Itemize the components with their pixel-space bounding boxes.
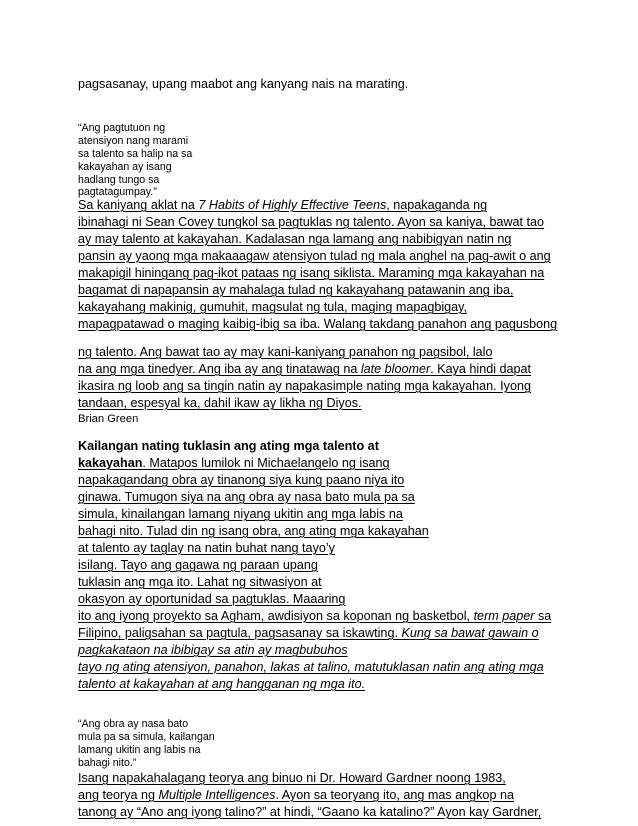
section-line-11 xyxy=(78,608,551,624)
top-line: pagsasanay, upang maabot ang kanyang nais na marating. xyxy=(78,77,409,91)
quote2-line-1: “Ang obra ay nasa bato xyxy=(78,718,189,730)
para2-line-2 xyxy=(78,361,531,377)
para1-line-4: pansin ay yaong mga makaaagaw atensiyon tulad ng mala anghel na pag-awit o ang xyxy=(78,249,551,263)
section-line-11-b: sa xyxy=(534,609,552,623)
para1-line-8: mapagpatawad o maging kaibig-ibig sa iba. Walang takdang panahon ang pagusbong xyxy=(78,317,558,331)
para1-line-2: ibinahagi ni Sean Covey tungkol sa pagtuklas ng talento. Ayon sa kaniya, bawat tao xyxy=(78,215,545,229)
section-heading: Kailangan nating tuklasin ang ating mga talento at xyxy=(78,439,379,453)
para1-line-1 xyxy=(78,197,487,213)
para1-line-7: kakayahang makinig, gumuhit, magsulat ng tula, maging mapagbigay, xyxy=(78,300,468,314)
para2-line-2-a: na ang mga tinedyer. Ang iba ay ang tinatawag na xyxy=(78,362,361,376)
para1-line-1-b: , napakaganda ng xyxy=(386,198,488,212)
section-line-14: tayo ng ating atensiyon, panahon, lakas at talino, matutuklasan natin ang ating mga xyxy=(78,660,544,674)
late-bloomer-term: late bloomer xyxy=(360,362,431,376)
section-line-2 xyxy=(78,455,390,471)
para2-line-3: ikasira ng loob ang sa tingin natin ay napakasimple nating mga kakayahan. Iyong xyxy=(78,379,531,393)
para3-line-3: tanong ay “Ano ang iyong talino?” at hindi, “Gaano ka katalino?” Ayon kay Gardner, xyxy=(78,805,542,819)
section-line-8: isilang. Tayo ang gagawa ng paraan upang xyxy=(78,558,318,572)
section-line-6: bahagi nito. Tulad din ng isang obra, ang ating mga kakayahan xyxy=(78,524,429,538)
quote1-line-6: pagtatagumpay.” xyxy=(78,186,157,198)
section-line-5: simula, kinailangan lamang niyang ukitin ang mga labis na xyxy=(78,507,403,521)
section-line-12-italic: Kung sa bawat gawain o xyxy=(401,626,539,640)
term-paper-term: term paper xyxy=(473,609,535,623)
quote2-line-2: mula pa sa simula, kailangan xyxy=(78,731,215,743)
quote2-line-3: lamang ukitin ang labis na xyxy=(78,744,201,756)
quote1-line-3: sa talento sa halip na sa xyxy=(78,148,193,160)
para1-line-6: bagamat di napapansin ay mahalaga tulad ng kakayahang patawanin ang iba, xyxy=(78,283,514,297)
para3-line-2-a: ang teorya ng xyxy=(78,788,159,802)
para1-line-5: makapigil hiningang pag-ikot pataas ng isang siklista. Maraming mga kakayahan na xyxy=(78,266,545,280)
section-line-11-a: ito ang iyong proyekto sa Agham, awdisiyon sa koponan ng basketbol, xyxy=(78,609,474,623)
section-line-4: ginawa. Tumugon siya na ang obra ay nasa bato mula pa sa xyxy=(78,490,415,504)
section-heading-word: kakayahan xyxy=(78,456,143,470)
para2-line-1: ng talento. Ang bawat tao ay may kani-kaniyang panahon ng pagsibol, lalo xyxy=(78,345,493,359)
multiple-intelligences-term: Multiple Intelligences xyxy=(158,788,276,802)
quote1-line-5: hadlang tungo sa xyxy=(78,174,160,186)
section-line-12 xyxy=(78,625,539,641)
section-line-3: napakagandang obra ay tinanong siya kung paano niya ito xyxy=(78,473,405,487)
para2-line-4: tandaan, espesyal ka, dahil ikaw ay likha ng Diyos. xyxy=(78,396,362,410)
quote2-line-4: bahagi nito.” xyxy=(78,757,137,769)
section-line-12-a: Filipino, paligsahan sa pagtula, pagsasanay sa iskawting. xyxy=(78,626,402,640)
para2-line-2-b: . Kaya hindi dapat xyxy=(430,362,532,376)
section-line-10: okasyon ay oportunidad sa pagtuklas. Maaaring xyxy=(78,592,346,606)
section-line-9: tuklasin ang mga ito. Lahat ng sitwasiyon at xyxy=(78,575,322,589)
quote1-line-4: kakayahan ay isang xyxy=(78,161,172,173)
book-title: 7 Habits of Highly Effective Teens xyxy=(198,198,387,212)
section-line-7: at talento ay taglay na natin buhat nang tayo’y xyxy=(78,541,335,555)
section-line-15: talento at kakayahan at ang hangganan ng mga ito. xyxy=(78,677,366,691)
para1-line-3: ay may talento at kakayahan. Kadalasan nga lamang ang nabibigyan natin ng xyxy=(78,232,512,246)
section-line-2-rest: . Matapos lumilok ni Michaelangelo ng isang xyxy=(142,456,390,470)
section-line-13: pagkakataon na ibibigay sa atin ay magbubuhos xyxy=(78,643,348,657)
quote1-line-1: “Ang pagtutuon ng xyxy=(78,122,166,134)
para3-line-2 xyxy=(78,787,514,803)
para1-line-1-a: Sa kaniyang aklat na xyxy=(78,198,199,212)
para3-line-1: Isang napakahalagang teorya ang binuo ni Dr. Howard Gardner noong 1983, xyxy=(78,771,506,785)
para3-line-2-b: . Ayon sa teoryang ito, ang mas angkop na xyxy=(275,788,514,802)
quote1-line-2: atensiyon nang marami xyxy=(78,135,189,147)
author-credit: Brian Green xyxy=(78,413,139,425)
